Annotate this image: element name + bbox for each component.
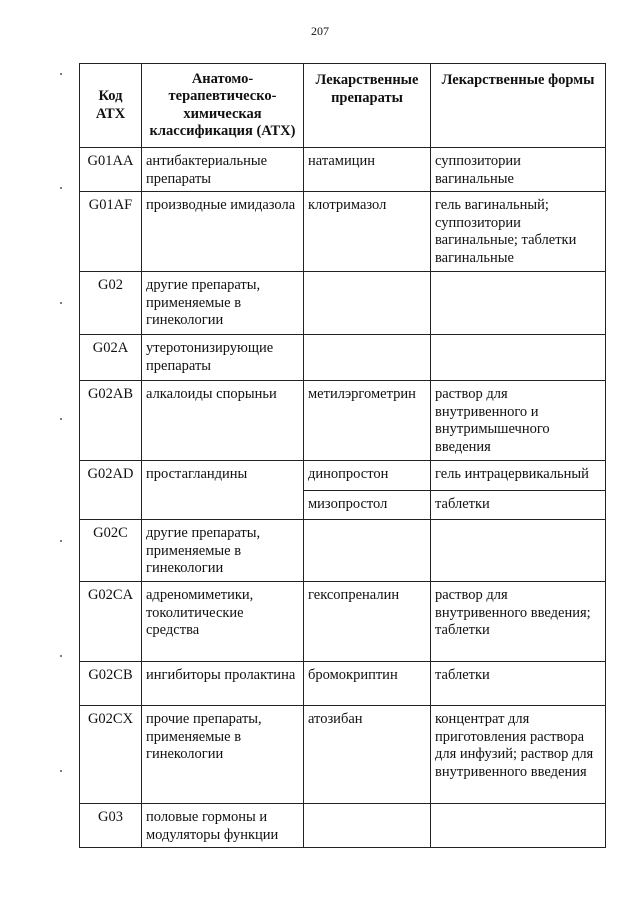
drug-form: гель вагинальный; суппозитории вагинальные; таблетки вагинальные <box>431 192 606 272</box>
drug-form: таблетки <box>431 491 606 520</box>
drug-form: гель интрацервикальный <box>431 461 606 491</box>
margin-dot <box>60 73 62 75</box>
drug-name: бромокриптин <box>304 662 431 706</box>
drug-form <box>431 520 606 582</box>
table-row <box>80 520 606 582</box>
table-row <box>80 335 606 381</box>
table-row <box>80 662 606 706</box>
atx-code: G02C <box>80 520 142 582</box>
atx-class: производные имидазола <box>142 192 304 272</box>
atx-class: половые гормоны и модуляторы функции <box>142 804 304 848</box>
atx-class: алкалоиды спорыньи <box>142 381 304 461</box>
table-row <box>80 192 606 272</box>
header-classification: Анатомо-терапевтическо-химическая классификация (АТХ) <box>142 64 304 148</box>
drug-name: метилэргометрин <box>304 381 431 461</box>
table-row <box>80 804 606 848</box>
atx-class: другие препараты, применяемые в гинекологии <box>142 272 304 335</box>
atx-class: другие препараты, применяемые в гинекологии <box>142 520 304 582</box>
atx-class: ингибиторы пролактина <box>142 662 304 706</box>
atx-code: G02CB <box>80 662 142 706</box>
drug-form: раствор для внутривенного и внутримышечного введения <box>431 381 606 461</box>
margin-dot <box>60 770 62 772</box>
drug-form <box>431 272 606 335</box>
atx-code: G02A <box>80 335 142 381</box>
atx-code: G02AB <box>80 381 142 461</box>
drug-form: раствор для внутривенного введения; таблетки <box>431 582 606 662</box>
drug-form: суппозитории вагинальные <box>431 148 606 192</box>
drug-name <box>304 520 431 582</box>
table-header-row <box>80 64 606 148</box>
drug-name: натамицин <box>304 148 431 192</box>
drug-form: концентрат для приготовления раствора для инфузий; раствор для внутривенного введения <box>431 706 606 804</box>
margin-dot <box>60 540 62 542</box>
atx-code: G02 <box>80 272 142 335</box>
drug-name <box>304 272 431 335</box>
drug-form <box>431 335 606 381</box>
drug-form: таблетки <box>431 662 606 706</box>
atx-code: G01AF <box>80 192 142 272</box>
atx-code: G02AD <box>80 461 142 520</box>
drug-name: динопростон <box>304 461 431 491</box>
header-forms: Лекарственные формы <box>431 64 606 148</box>
drug-name <box>304 335 431 381</box>
drug-name <box>304 804 431 848</box>
atx-table <box>79 63 606 848</box>
atx-class: простагландины <box>142 461 304 520</box>
margin-dot <box>60 187 62 189</box>
table-row <box>80 461 606 491</box>
drug-name: клотримазол <box>304 192 431 272</box>
drug-form <box>431 804 606 848</box>
margin-dot <box>60 302 62 304</box>
table-row <box>80 272 606 335</box>
atx-class: адреномиметики, токолитические средства <box>142 582 304 662</box>
atx-code: G03 <box>80 804 142 848</box>
atx-class: утеротонизирующие препараты <box>142 335 304 381</box>
drug-name: мизопростол <box>304 491 431 520</box>
page-number: 207 <box>311 24 329 38</box>
atx-code: G02CA <box>80 582 142 662</box>
margin-dot <box>60 418 62 420</box>
atx-class: антибактериальные препараты <box>142 148 304 192</box>
table-row <box>80 381 606 461</box>
drug-name: гексопреналин <box>304 582 431 662</box>
table-row <box>80 582 606 662</box>
header-drugs: Лекарственные препараты <box>304 64 431 148</box>
atx-code: G01AA <box>80 148 142 192</box>
table-row <box>80 706 606 804</box>
atx-class: прочие препараты, применяемые в гинекологии <box>142 706 304 804</box>
header-code: Код АТХ <box>80 64 142 148</box>
atx-code: G02CX <box>80 706 142 804</box>
margin-dot <box>60 655 62 657</box>
table-row <box>80 148 606 192</box>
drug-name: атозибан <box>304 706 431 804</box>
